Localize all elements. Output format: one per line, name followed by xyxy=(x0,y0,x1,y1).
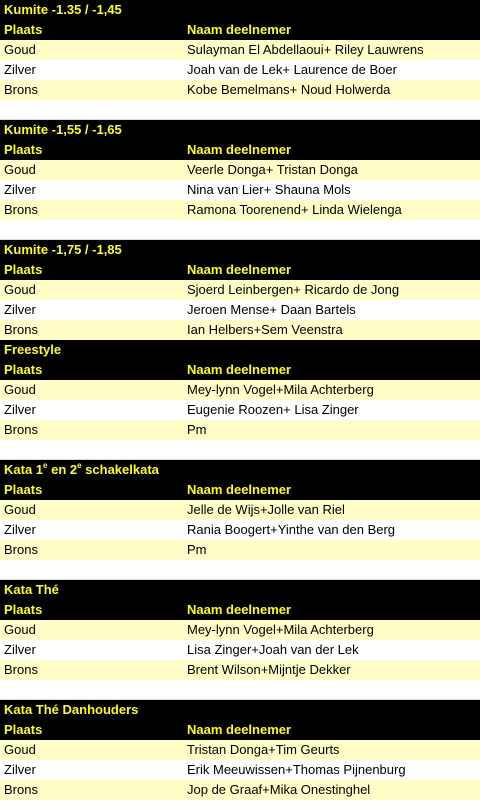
section-title xyxy=(0,580,480,600)
table-row xyxy=(0,540,480,560)
place-cell: Brons xyxy=(4,422,38,437)
table-row xyxy=(0,660,480,680)
place-cell: Zilver xyxy=(4,762,36,777)
name-cell: Sulayman El Abdellaoui+ Riley Lauwrens xyxy=(187,42,424,57)
table-row xyxy=(0,740,480,760)
place-cell: Zilver xyxy=(4,62,36,77)
spacer-row xyxy=(0,440,480,460)
place-header: Plaats xyxy=(4,482,43,497)
name-cell: Veerle Donga+ Tristan Donga xyxy=(187,162,358,177)
name-header: Naam deelnemer xyxy=(187,482,292,497)
place-cell: Brons xyxy=(4,82,38,97)
name-cell: Pm xyxy=(187,542,207,557)
place-cell: Zilver xyxy=(4,642,36,657)
section-title xyxy=(0,120,480,140)
place-cell: Brons xyxy=(4,542,38,557)
section-title xyxy=(0,700,480,720)
name-header: Naam deelnemer xyxy=(187,722,292,737)
name-cell: Eugenie Roozen+ Lisa Zinger xyxy=(187,402,359,417)
section-title xyxy=(0,460,480,480)
place-cell: Goud xyxy=(4,622,36,637)
spacer-row xyxy=(0,680,480,700)
place-header: Plaats xyxy=(4,362,43,377)
name-cell: Jelle de Wijs+Jolle van Riel xyxy=(187,502,345,517)
place-cell: Goud xyxy=(4,282,36,297)
name-cell: Jop de Graaf+Mika Onestinghel xyxy=(187,782,371,797)
name-cell: Pm xyxy=(187,422,207,437)
table-row xyxy=(0,60,480,80)
place-cell: Goud xyxy=(4,742,36,757)
place-header: Plaats xyxy=(4,722,43,737)
place-header: Plaats xyxy=(4,262,43,277)
place-header: Plaats xyxy=(4,602,43,617)
place-cell: Brons xyxy=(4,322,38,337)
name-header: Naam deelnemer xyxy=(187,602,292,617)
section-title-text: Kata 1e en 2e schakelkata xyxy=(4,461,159,477)
header-row xyxy=(0,140,480,160)
name-cell: Mey-lynn Vogel+Mila Achterberg xyxy=(187,622,374,637)
table-row xyxy=(0,280,480,300)
header-row xyxy=(0,260,480,280)
table-row xyxy=(0,420,480,440)
place-cell: Brons xyxy=(4,662,38,677)
name-header: Naam deelnemer xyxy=(187,142,292,157)
name-cell: Kobe Bemelmans+ Noud Holwerda xyxy=(187,82,391,97)
table-row xyxy=(0,400,480,420)
table-row xyxy=(0,620,480,640)
name-cell: Lisa Zinger+Joah van der Lek xyxy=(187,642,359,657)
section-title-text: Kata Thé xyxy=(4,582,59,597)
table-row xyxy=(0,300,480,320)
table-row xyxy=(0,500,480,520)
table-row xyxy=(0,760,480,780)
header-row xyxy=(0,20,480,40)
header-row xyxy=(0,360,480,380)
section-title xyxy=(0,340,480,360)
table-row xyxy=(0,180,480,200)
table-row xyxy=(0,640,480,660)
section-title-text: Kumite -1,55 / -1,65 xyxy=(4,122,122,137)
section-title-text: Kumite -1.35 / -1,45 xyxy=(4,2,122,17)
place-cell: Zilver xyxy=(4,302,36,317)
section-title-text: Freestyle xyxy=(4,342,62,357)
section-title-text: Kata Thé Danhouders xyxy=(4,702,139,717)
place-cell: Brons xyxy=(4,202,38,217)
table-row xyxy=(0,780,480,800)
name-cell: Brent Wilson+Mijntje Dekker xyxy=(187,662,351,677)
place-cell: Zilver xyxy=(4,522,36,537)
place-header: Plaats xyxy=(4,142,43,157)
place-cell: Zilver xyxy=(4,402,36,417)
place-cell: Goud xyxy=(4,162,36,177)
name-cell: Rania Boogert+Yinthe van den Berg xyxy=(187,522,396,537)
table-row xyxy=(0,40,480,60)
name-cell: Joah van de Lek+ Laurence de Boer xyxy=(187,62,397,77)
header-row xyxy=(0,600,480,620)
header-row xyxy=(0,720,480,740)
section-title-text: Kumite -1,75 / -1,85 xyxy=(4,242,122,257)
header-row xyxy=(0,480,480,500)
place-cell: Zilver xyxy=(4,182,36,197)
place-cell: Goud xyxy=(4,42,36,57)
section-title xyxy=(0,0,480,20)
name-cell: Mey-lynn Vogel+Mila Achterberg xyxy=(187,382,374,397)
name-header: Naam deelnemer xyxy=(187,22,292,37)
place-cell: Brons xyxy=(4,782,38,797)
table-row xyxy=(0,380,480,400)
spacer-row xyxy=(0,100,480,120)
name-cell: Erik Meeuwissen+Thomas Pijnenburg xyxy=(187,762,406,777)
section-title xyxy=(0,240,480,260)
table-row xyxy=(0,160,480,180)
name-cell: Tristan Donga+Tim Geurts xyxy=(187,742,340,757)
table-row xyxy=(0,320,480,340)
spacer-row xyxy=(0,560,480,580)
name-cell: Ian Helbers+Sem Veenstra xyxy=(187,322,343,337)
place-cell: Goud xyxy=(4,502,36,517)
name-header: Naam deelnemer xyxy=(187,262,292,277)
spacer-row xyxy=(0,220,480,240)
table-row xyxy=(0,80,480,100)
name-cell: Ramona Toorenend+ Linda Wielenga xyxy=(187,202,402,217)
place-cell: Goud xyxy=(4,382,36,397)
name-cell: Nina van Lier+ Shauna Mols xyxy=(187,182,351,197)
table-row xyxy=(0,520,480,540)
name-cell: Sjoerd Leinbergen+ Ricardo de Jong xyxy=(187,282,400,297)
name-header: Naam deelnemer xyxy=(187,362,292,377)
place-header: Plaats xyxy=(4,22,43,37)
name-cell: Jeroen Mense+ Daan Bartels xyxy=(187,302,356,317)
table-row xyxy=(0,200,480,220)
